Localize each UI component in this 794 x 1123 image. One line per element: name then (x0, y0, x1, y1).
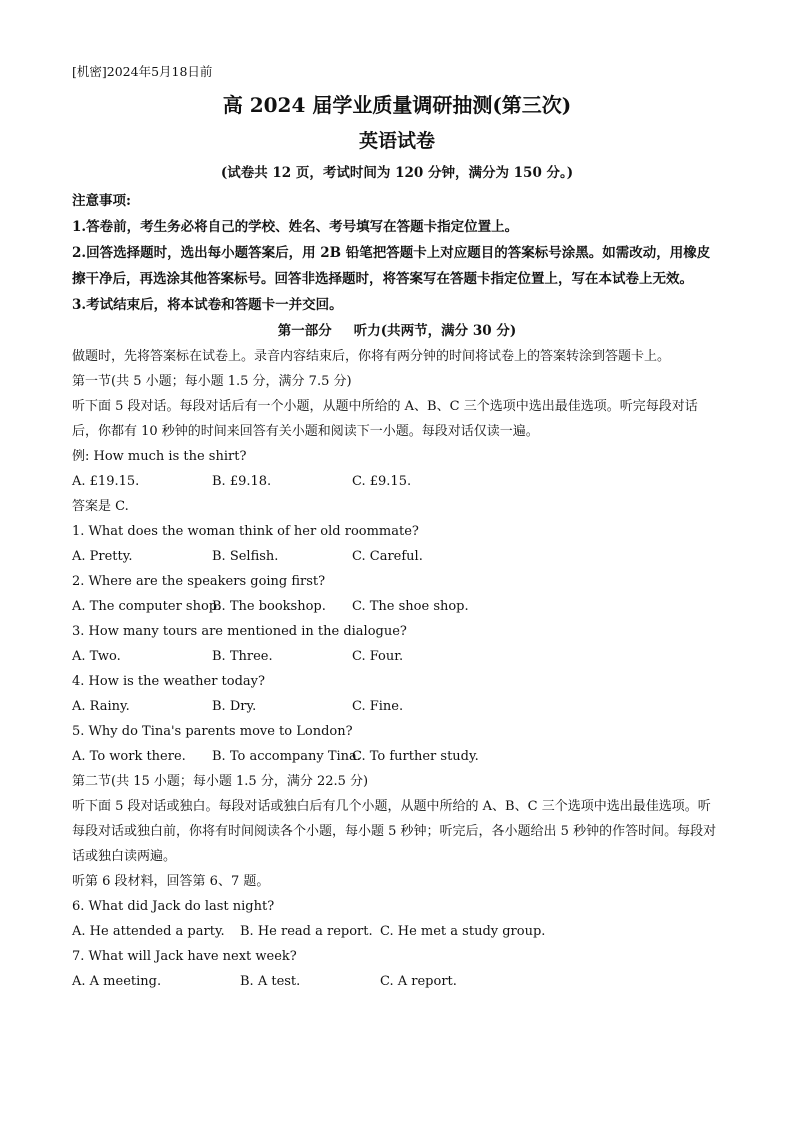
option-b: B. Selfish. (212, 549, 279, 564)
option-c: C. The shoe shop. (352, 599, 469, 614)
option-c: C. £9.15. (352, 474, 412, 489)
option-a: A. Pretty. (72, 549, 133, 564)
option-b: B. The bookshop. (212, 599, 326, 614)
question-1-options (72, 544, 722, 569)
exam-info: (试卷共 12 页，考试时间为 120 分钟，满分为 150 分。) (220, 165, 574, 181)
question-7: 7. What will Jack have next week? (72, 949, 297, 964)
question-5-options (72, 744, 722, 769)
option-a: A. A meeting. (72, 974, 162, 989)
part1-header (72, 318, 722, 344)
confidential-note: [机密]2024年5月18日前 (72, 64, 213, 79)
option-b: B. Three. (212, 649, 273, 664)
question-7-options (72, 969, 722, 994)
material-6-instruction: 听第 6 段材料，回答第 6、7 题。 (72, 874, 270, 889)
note-3: 3.考试结束后，将本试卷和答题卡一并交回。 (72, 297, 343, 313)
note-1: 1.答卷前，考生务必将自己的学校、姓名、考号填写在答题卡指定位置上。 (72, 219, 519, 235)
question-3-options (72, 644, 722, 669)
option-b: B. Dry. (212, 699, 257, 714)
notes-heading: 注意事项: (72, 193, 131, 209)
option-c: C. Four. (352, 649, 404, 664)
option-b: B. A test. (240, 974, 301, 989)
example-answer: 答案是 C. (72, 499, 129, 514)
option-a: A. Rainy. (72, 699, 130, 714)
part1-name: 听力(共两节，满分 30 分) (353, 323, 517, 339)
option-c: C. Careful. (352, 549, 423, 564)
exam-title: 高 2024 届学业质量调研抽测(第三次) (222, 93, 572, 117)
part1-intro: 做题时，先将答案标在试卷上。录音内容结束后，你将有两分钟的时间将试卷上的答案转涂到答题卡上。 (72, 349, 671, 364)
exam-subtitle: 英语试卷 (358, 130, 435, 152)
note-2: 2.回答选择题时，选出每小题答案后，用 2B 铅笔把答题卡上对应题目的答案标号涂黑。如需改动，用橡皮擦干净后，再选涂其他答案标号。回答非选择题时，将答案写在答题卡指定位置上，写在本试卷上无效。 (72, 245, 711, 287)
option-c: C. A report. (380, 974, 457, 989)
question-4-options (72, 694, 722, 719)
section1-directions: 听下面 5 段对话。每段对话后有一个小题，从题中所给的 A、B、C 三个选项中选出最佳选项。听完每段对话后，你都有 10 秒钟的时间来回答有关小题和阅读下一小题。每段对话仅读一遍。 (72, 399, 698, 439)
option-c: C. To further study. (352, 749, 479, 764)
question-6: 6. What did Jack do last night? (72, 899, 275, 914)
option-c: C. Fine. (352, 699, 404, 714)
question-5: 5. Why do Tina's parents move to London? (72, 724, 353, 739)
option-b: B. £9.18. (212, 474, 272, 489)
question-2: 2. Where are the speakers going first? (72, 574, 326, 589)
question-1: 1. What does the woman think of her old roommate? (72, 524, 419, 539)
example-question: 例: How much is the shirt? (72, 449, 247, 464)
question-4: 4. How is the weather today? (72, 674, 265, 689)
option-a: A. He attended a party. (72, 924, 225, 939)
section2-directions: 听下面 5 段对话或独白。每段对话或独白后有几个小题，从题中所给的 A、B、C 三个选项中选出最佳选项。听每段对话或独白前，你将有时间阅读各个小题，每小题 5 秒钟；听完后，各小题给出 5 秒钟的作答时间。每段对话或独白读两遍。 (72, 799, 717, 864)
option-b: B. To accompany Tina. (212, 749, 361, 764)
exam-page (72, 62, 722, 994)
option-c: C. He met a study group. (380, 924, 546, 939)
question-2-options (72, 594, 722, 619)
question-3: 3. How many tours are mentioned in the dialogue? (72, 624, 407, 639)
option-b: B. He read a report. (240, 924, 373, 939)
option-a: A. £19.15. (72, 474, 140, 489)
question-6-options (72, 919, 722, 944)
option-a: A. The computer shop. (72, 599, 222, 614)
option-a: A. To work there. (72, 749, 186, 764)
example-options (72, 469, 722, 494)
part1-label: 第一部分 (277, 323, 332, 339)
section1-heading: 第一节(共 5 小题；每小题 1.5 分，满分 7.5 分) (72, 374, 352, 389)
option-a: A. Two. (72, 649, 121, 664)
section2-heading: 第二节(共 15 小题；每小题 1.5 分，满分 22.5 分) (72, 774, 369, 789)
